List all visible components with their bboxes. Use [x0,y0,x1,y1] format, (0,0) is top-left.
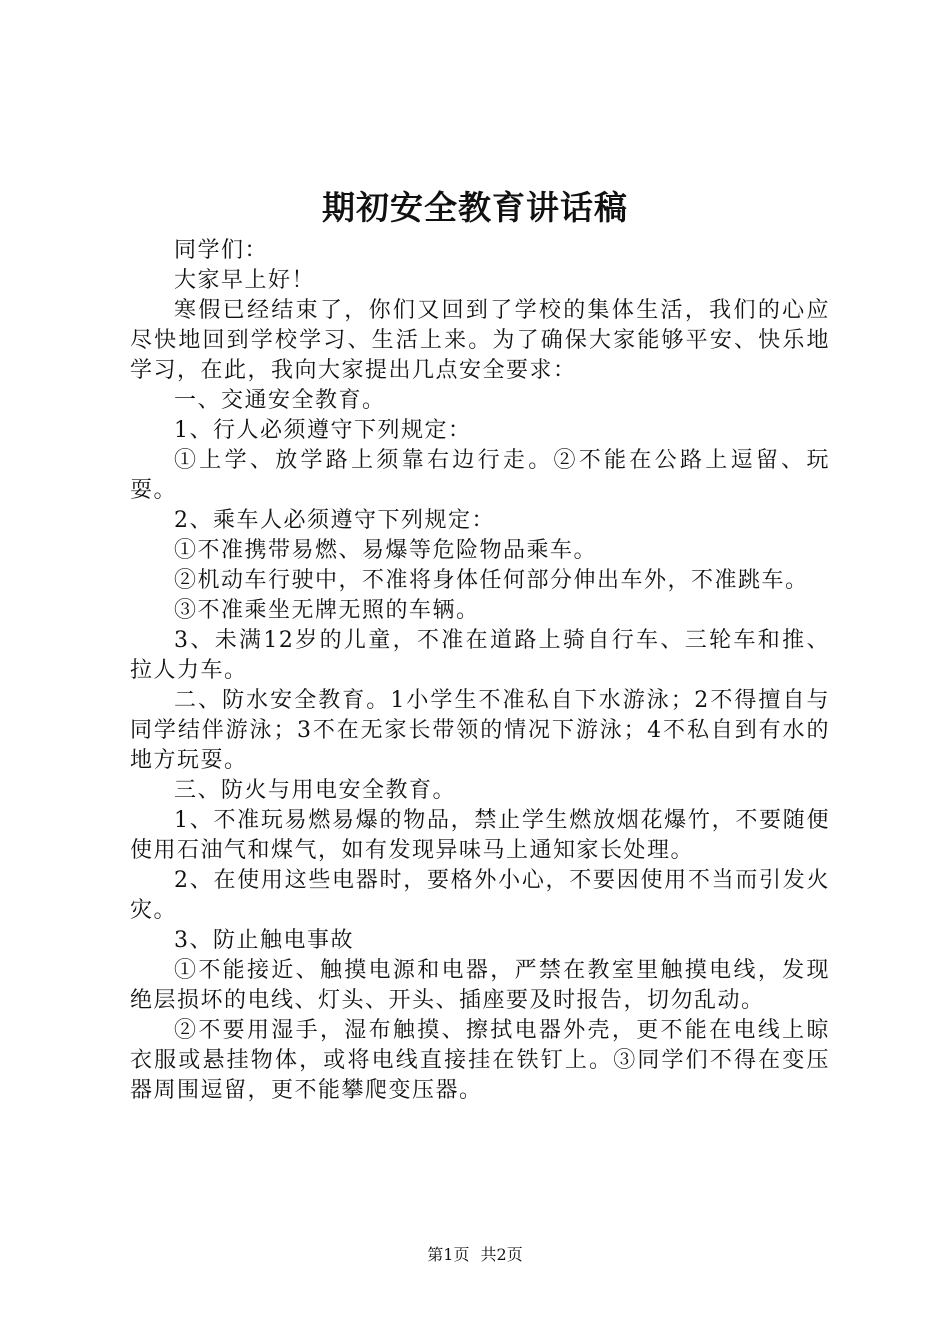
paragraph: ①不准携带易燃、易爆等危险物品乘车。 [174,538,598,563]
paragraph: 3、未满12岁的儿童，不准在道路上骑自行车、三轮车和推、拉人力车。 [130,628,830,683]
document-body [130,236,830,1106]
paragraph: ③不准乘坐无牌无照的车辆。 [174,598,480,623]
paragraph: 同学们： [174,238,269,263]
paragraph: 2、在使用这些电器时，要格外小心，不要因使用不当而引发火灾。 [130,868,830,923]
paragraph: 一、交通安全教育。 [174,388,386,413]
paragraph: ①上学、放学路上须靠右边行走。②不能在公路上逗留、玩耍。 [130,448,830,503]
page-total: 共2页 [480,1245,523,1264]
paragraph: ①不能接近、触摸电源和电器，严禁在教室里触摸电线，发现绝层损坏的电线、灯头、开头、插座要及时报告，切勿乱动。 [130,958,830,1013]
paragraph: 1、行人必须遵守下列规定： [174,418,472,443]
paragraph: 三、防火与用电安全教育。 [174,778,457,803]
paragraph: 寒假已经结束了，你们又回到了学校的集体生活，我们的心应尽快地回到学校学习、生活上来。为了确保大家能够平安、快乐地学习，在此，我向大家提出几点安全要求： [130,298,830,383]
page-title: 期初安全教育讲话稿 [322,188,628,227]
paragraph: 1、不准玩易燃易爆的物品，禁止学生燃放烟花爆竹，不要随便使用石油气和煤气，如有发现异味马上通知家长处理。 [130,808,830,863]
page-number: 第1页 [427,1245,470,1264]
paragraph: ②不要用湿手，湿布触摸、擦拭电器外壳，更不能在电线上晾衣服或悬挂物体，或将电线直接挂在铁钉上。③同学们不得在变压器周围逗留，更不能攀爬变压器。 [130,1018,830,1103]
paragraph: 2、乘车人必须遵守下列规定： [174,508,495,533]
page-footer [0,1244,950,1266]
paragraph: 大家早上好！ [174,268,316,293]
paragraph: 二、防水安全教育。1小学生不准私自下水游泳；2不得擅自与同学结伴游泳；3不在无家长带领的情况下游泳；4不私自到有水的地方玩耍。 [130,688,830,773]
paragraph: 3、防止触电事故 [174,928,354,953]
paragraph: ②机动车行驶中，不准将身体任何部分伸出车外，不准跳车。 [174,568,809,593]
